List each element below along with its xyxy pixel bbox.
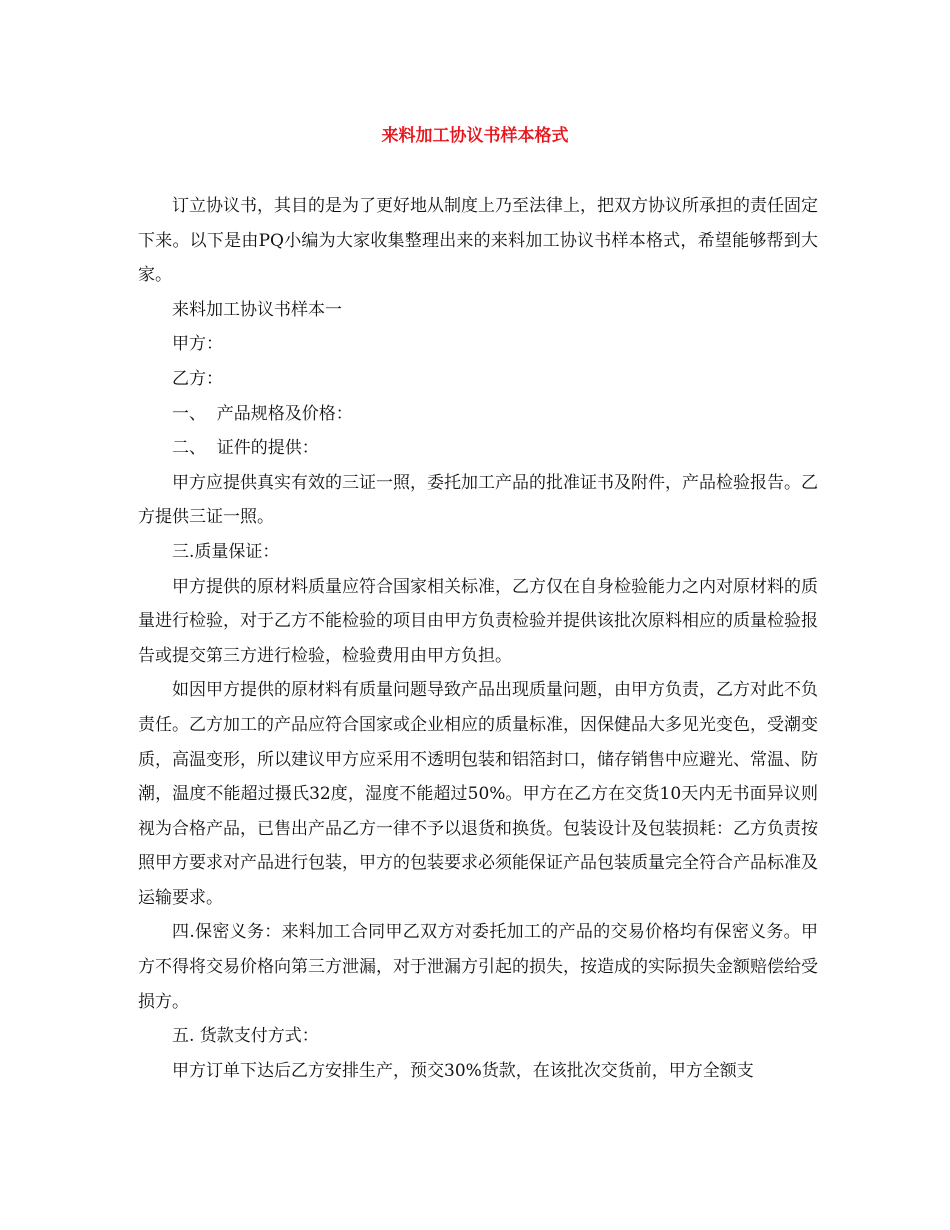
section-1-heading: 一、 产品规格及价格： <box>172 403 353 424</box>
section-3-heading: 三.质量保证： <box>172 541 280 562</box>
party-a-label: 甲方： <box>172 334 223 355</box>
section-2-heading: 二、 证件的提供： <box>172 438 319 459</box>
section-2-paragraph: 甲方应提供真实有效的三证一照，委托加工产品的批准证书及附件，产品检验报告。乙方提供三证一照。 <box>138 472 818 528</box>
section-5-paragraph: 甲方订单下达后乙方安排生产，预交30%货款，在该批次交货前，甲方全额支 <box>172 1060 754 1081</box>
section-3-paragraph-2: 如因甲方提供的原材料有质量问题导致产品出现质量问题，由甲方负责，乙方对此不负责任。乙方加工的产品应符合国家或企业相应的质量标准，因保健品大多见光变色，受潮变质，高温变形，所以建议甲方应采用不透明包装和铝箔封口，储存销售中应避光、常温、防潮，温度不能超过摄氏32度，湿度不能超过50%。甲方在乙方在交货10天内无书面异议则视为合格产品，已售出产品乙方一律不予以退货和换货。包装设计及包装损耗：乙方负责按照甲方要求对产品进行包装，甲方的包装要求必须能保证产品包装质量完全符合产品标准及运输要求。 <box>138 680 818 908</box>
section-3-paragraph-1: 甲方提供的原材料质量应符合国家相关标准，乙方仅在自身检验能力之内对原材料的质量进行检验，对于乙方不能检验的项目由甲方负责检验并提供该批次原料相应的质量检验报告或提交第三方进行检验，检验费用由甲方负担。 <box>138 576 818 666</box>
intro-paragraph: 订立协议书，其目的是为了更好地从制度上乃至法律上，把双方协议所承担的责任固定下来。以下是由PQ小编为大家收集整理出来的来料加工协议书样本格式，希望能够帮到大家。 <box>138 196 818 286</box>
sample-heading: 来料加工协议书样本一 <box>172 299 342 320</box>
document-body <box>138 189 818 1088</box>
section-4-paragraph: 四.保密义务：来料加工合同甲乙双方对委托加工的产品的交易价格均有保密义务。甲方不得将交易价格向第三方泄漏，对于泄漏方引起的损失，按造成的实际损失金额赔偿给受损方。 <box>138 922 818 1012</box>
document-title: 来料加工协议书样本格式 <box>381 126 569 146</box>
party-b-label: 乙方： <box>172 368 223 389</box>
section-5-heading: 五. 货款支付方式： <box>172 1026 319 1047</box>
